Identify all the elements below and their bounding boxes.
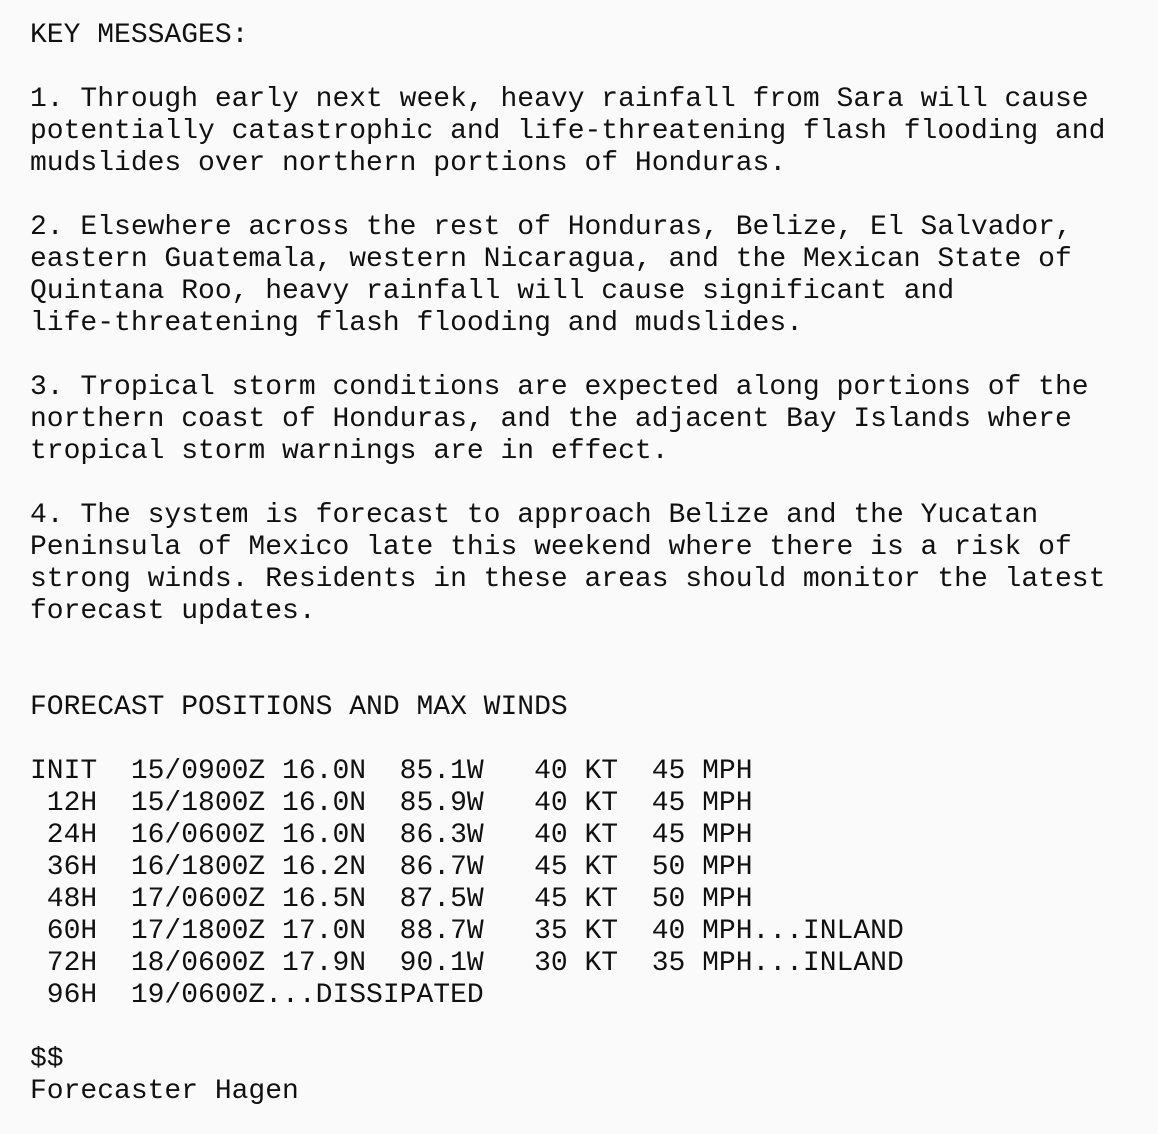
spacer xyxy=(30,1012,1158,1044)
text-line: mudslides over northern portions of Honduras. xyxy=(30,148,787,179)
forecast-table xyxy=(30,756,1158,1012)
key-message-1 xyxy=(30,84,1158,180)
text-line: life-threatening flash flooding and mudslides. xyxy=(30,308,803,339)
forecast-row: 72H 18/0600Z 17.9N 90.1W 30 KT 35 MPH...INLAND xyxy=(30,948,904,979)
text-line: 1. Through early next week, heavy rainfall from Sara will cause xyxy=(30,84,1089,115)
forecast-row: 12H 15/1800Z 16.0N 85.9W 40 KT 45 MPH xyxy=(30,788,753,819)
key-message-4 xyxy=(30,500,1158,628)
forecast-row: 24H 16/0600Z 16.0N 86.3W 40 KT 45 MPH xyxy=(30,820,753,851)
forecast-row: 48H 17/0600Z 16.5N 87.5W 45 KT 50 MPH xyxy=(30,884,753,915)
spacer xyxy=(30,52,1158,84)
text-line: 4. The system is forecast to approach Belize and the Yucatan xyxy=(30,500,1039,531)
spacer xyxy=(30,724,1158,756)
text-line: strong winds. Residents in these areas should monitor the latest xyxy=(30,564,1106,595)
spacer xyxy=(30,180,1158,212)
text-line: potentially catastrophic and life-threatening flash flooding and xyxy=(30,116,1106,147)
text-line: Peninsula of Mexico late this weekend where there is a risk of xyxy=(30,532,1072,563)
key-message-3 xyxy=(30,372,1158,468)
text-line: forecast updates. xyxy=(30,596,316,627)
forecast-row: 60H 17/1800Z 17.0N 88.7W 35 KT 40 MPH...INLAND xyxy=(30,916,904,947)
spacer xyxy=(30,340,1158,372)
forecaster-signature: Forecaster Hagen xyxy=(30,1076,299,1107)
spacer xyxy=(30,628,1158,692)
forecast-row: 96H 19/0600Z...DISSIPATED xyxy=(30,980,484,1011)
key-message-2 xyxy=(30,212,1158,340)
spacer xyxy=(30,468,1158,500)
text-line: 2. Elsewhere across the rest of Honduras, Belize, El Salvador, xyxy=(30,212,1072,243)
text-line: northern coast of Honduras, and the adjacent Bay Islands where xyxy=(30,404,1072,435)
text-line: eastern Guatemala, western Nicaragua, and the Mexican State of xyxy=(30,244,1072,275)
forecast-row: 36H 16/1800Z 16.2N 86.7W 45 KT 50 MPH xyxy=(30,852,753,883)
text-line: tropical storm warnings are in effect. xyxy=(30,436,669,467)
product-terminator: $$ xyxy=(30,1044,64,1075)
forecast-heading: FORECAST POSITIONS AND MAX WINDS xyxy=(30,692,568,723)
text-line: Quintana Roo, heavy rainfall will cause significant and xyxy=(30,276,955,307)
forecast-row: INIT 15/0900Z 16.0N 85.1W 40 KT 45 MPH xyxy=(30,756,753,787)
text-line: 3. Tropical storm conditions are expected along portions of the xyxy=(30,372,1089,403)
key-messages-heading: KEY MESSAGES: xyxy=(30,20,249,51)
